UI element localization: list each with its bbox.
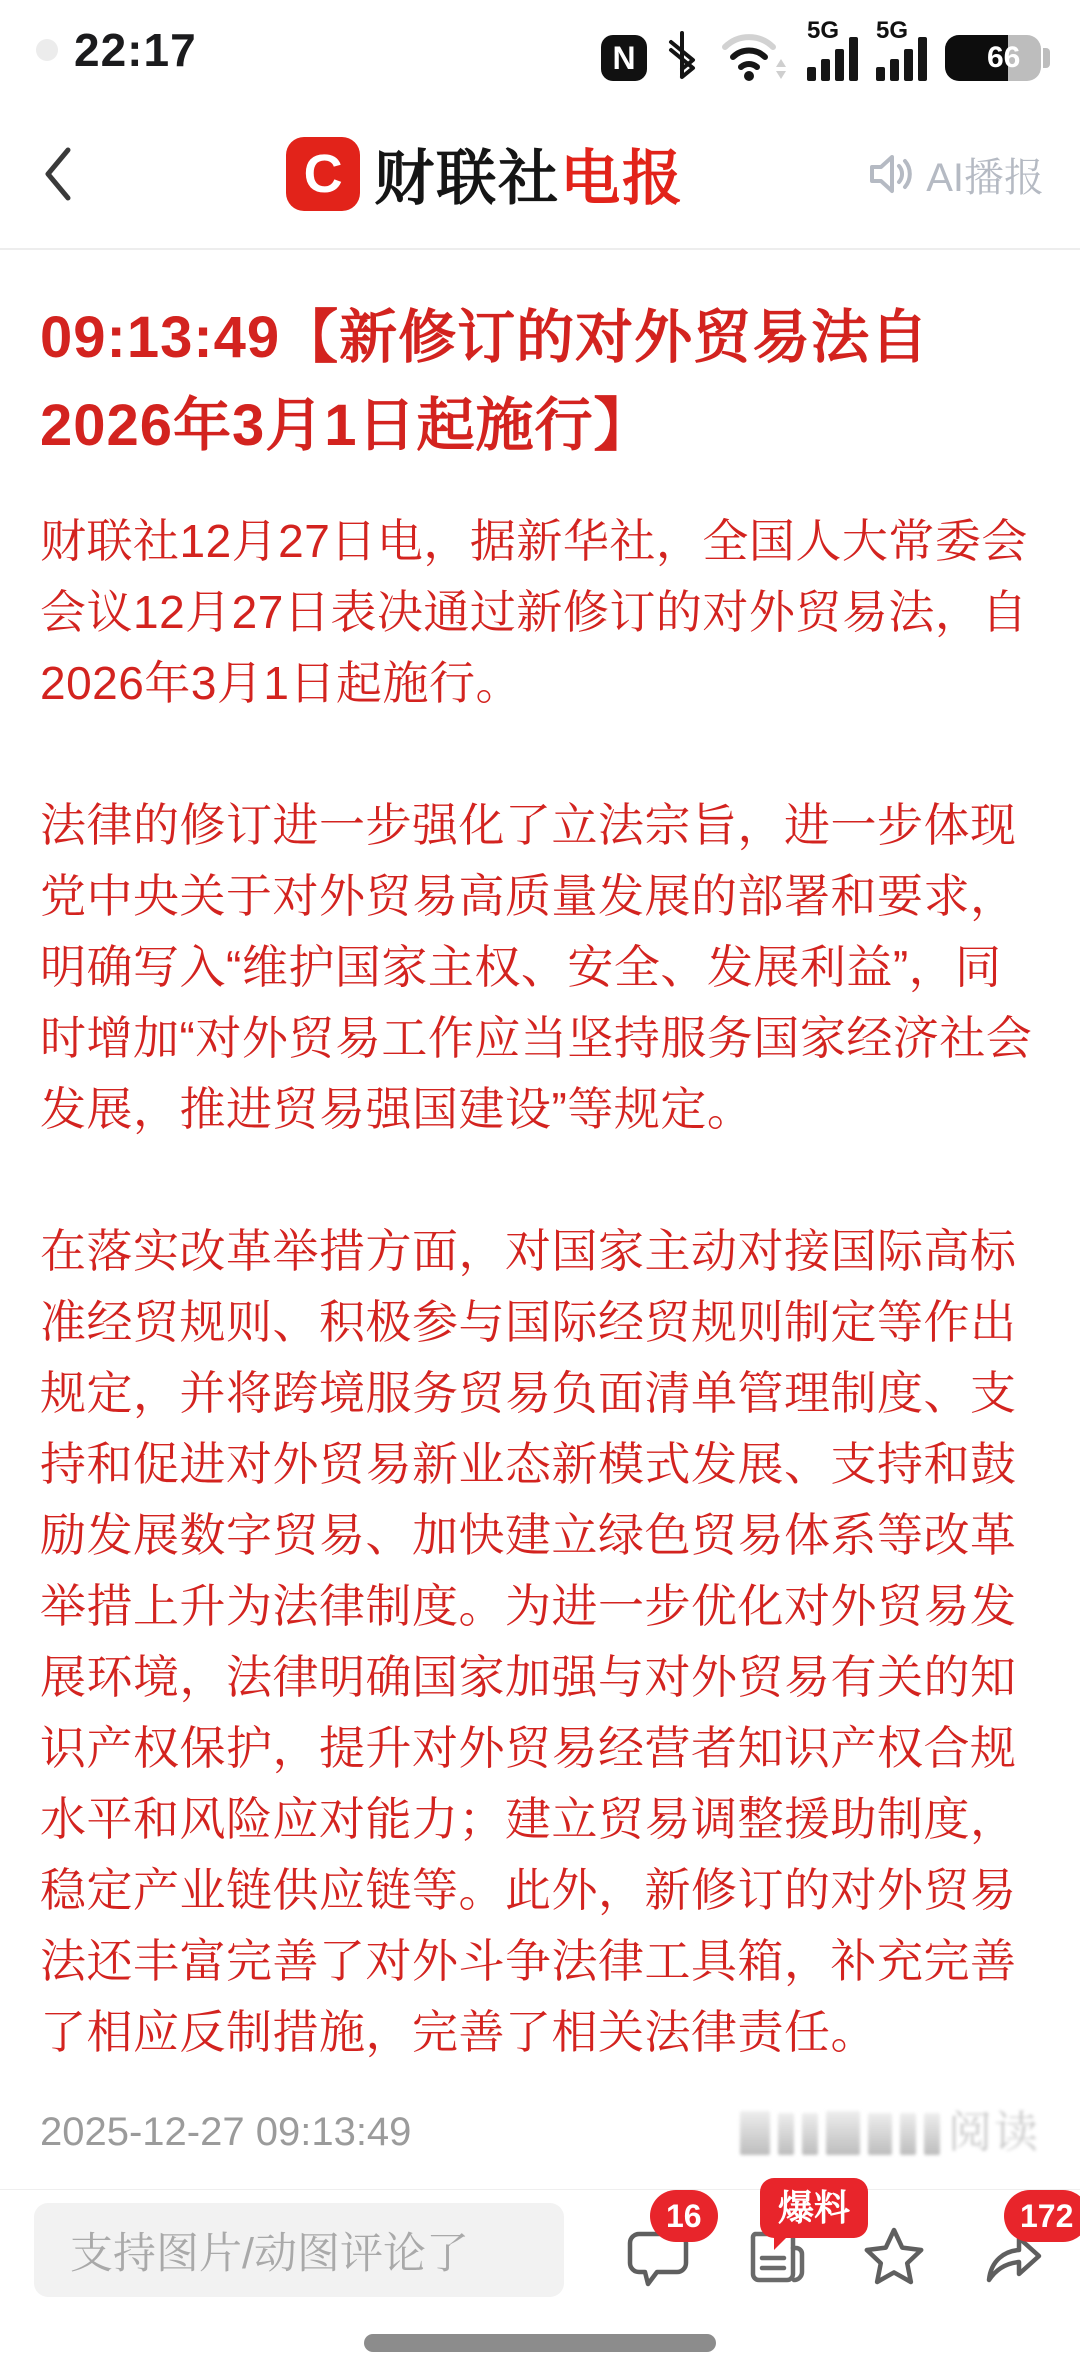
- signal-icon: 5G: [807, 19, 858, 81]
- star-icon: [861, 2224, 927, 2288]
- ai-broadcast-label: AI播报: [926, 155, 1044, 200]
- baoliao-badge: 爆料: [760, 2178, 868, 2238]
- action-buttons: [624, 2187, 1074, 2288]
- comment-count-badge: 16: [650, 2190, 718, 2242]
- article-meta: [40, 2110, 1040, 2189]
- status-bar: [0, 0, 1080, 100]
- logo-text-red: 电报: [560, 145, 685, 212]
- comment-input[interactable]: [34, 2203, 564, 2297]
- app-logo: [286, 131, 684, 217]
- status-time: 22:17: [74, 24, 197, 76]
- home-indicator[interactable]: [364, 2334, 716, 2352]
- read-count-watermark: [740, 2108, 1040, 2157]
- article-paragraph: 法律的修订进一步强化了立法宗旨，进一步体现党中央关于对外贸易高质量发展的部署和要求，明确写入“维护国家主权、安全、发展利益”，同时增加“对外贸易工作应当坚持服务国家经济社会发展，推进贸易强国建设”等规定。: [40, 799, 1033, 1135]
- baoliao-button[interactable]: [742, 2187, 851, 2288]
- header: [0, 100, 1080, 250]
- battery-icon: [945, 35, 1050, 81]
- article: [0, 250, 1080, 2190]
- nfc-icon: N: [601, 35, 647, 81]
- favorite-button[interactable]: [860, 2212, 928, 2288]
- article-body: [40, 506, 1040, 2068]
- article-title: 09:13:49【新修订的对外贸易法自2026年3月1日起施行】: [40, 305, 930, 458]
- share-count-badge: 172: [1004, 2190, 1080, 2242]
- article-paragraph: 在落实改革举措方面，对国家主动对接国际高标准经贸规则、积极参与国际经贸规则制定等作出规定，并将跨境服务贸易负面清单管理制度、支持和促进对外贸易新业态新模式发展、支持和鼓励发展数字贸易、加快建立绿色贸易体系等改革举措上升为法律制度。为进一步优化对外贸易发展环境，法律明确国家加强与对外贸易有关的知识产权保护，提升对外贸易经营者知识产权合规水平和风险应对能力；建立贸易调整援助制度，稳定产业链供应链等。此外，新修订的对外贸易法还丰富完善了对外斗争法律工具箱，补充完善了相应反制措施，完善了相关法律责任。: [40, 1225, 1017, 2058]
- share-button[interactable]: [978, 2198, 1074, 2288]
- logo-text-black: 财联社: [374, 145, 561, 212]
- battery-percent: 66: [986, 41, 1021, 74]
- composer-bar: [0, 2187, 1080, 2310]
- home-indicator-zone: [0, 2310, 1080, 2376]
- bluetooth-icon: [665, 29, 699, 81]
- signal-icon: 5G: [876, 19, 927, 81]
- ai-broadcast-button[interactable]: [864, 146, 1044, 203]
- comment-placeholder: 支持图片/动图评论了: [70, 2229, 469, 2278]
- back-button[interactable]: [36, 142, 106, 206]
- wifi-icon: [717, 29, 789, 81]
- camera-dot: [36, 39, 58, 61]
- comment-button[interactable]: [624, 2198, 702, 2288]
- watermark-text: 阅读: [948, 2108, 1040, 2157]
- chevron-left-icon: [36, 142, 80, 206]
- publish-timestamp: 2025-12-27 09:13:49: [40, 2110, 412, 2154]
- speaker-icon: [864, 148, 916, 200]
- logo-c-icon: C: [286, 137, 360, 211]
- article-paragraph: 财联社12月27日电，据新华社，全国人大常委会会议12月27日表决通过新修订的对外贸易法，自2026年3月1日起施行。: [40, 515, 1028, 709]
